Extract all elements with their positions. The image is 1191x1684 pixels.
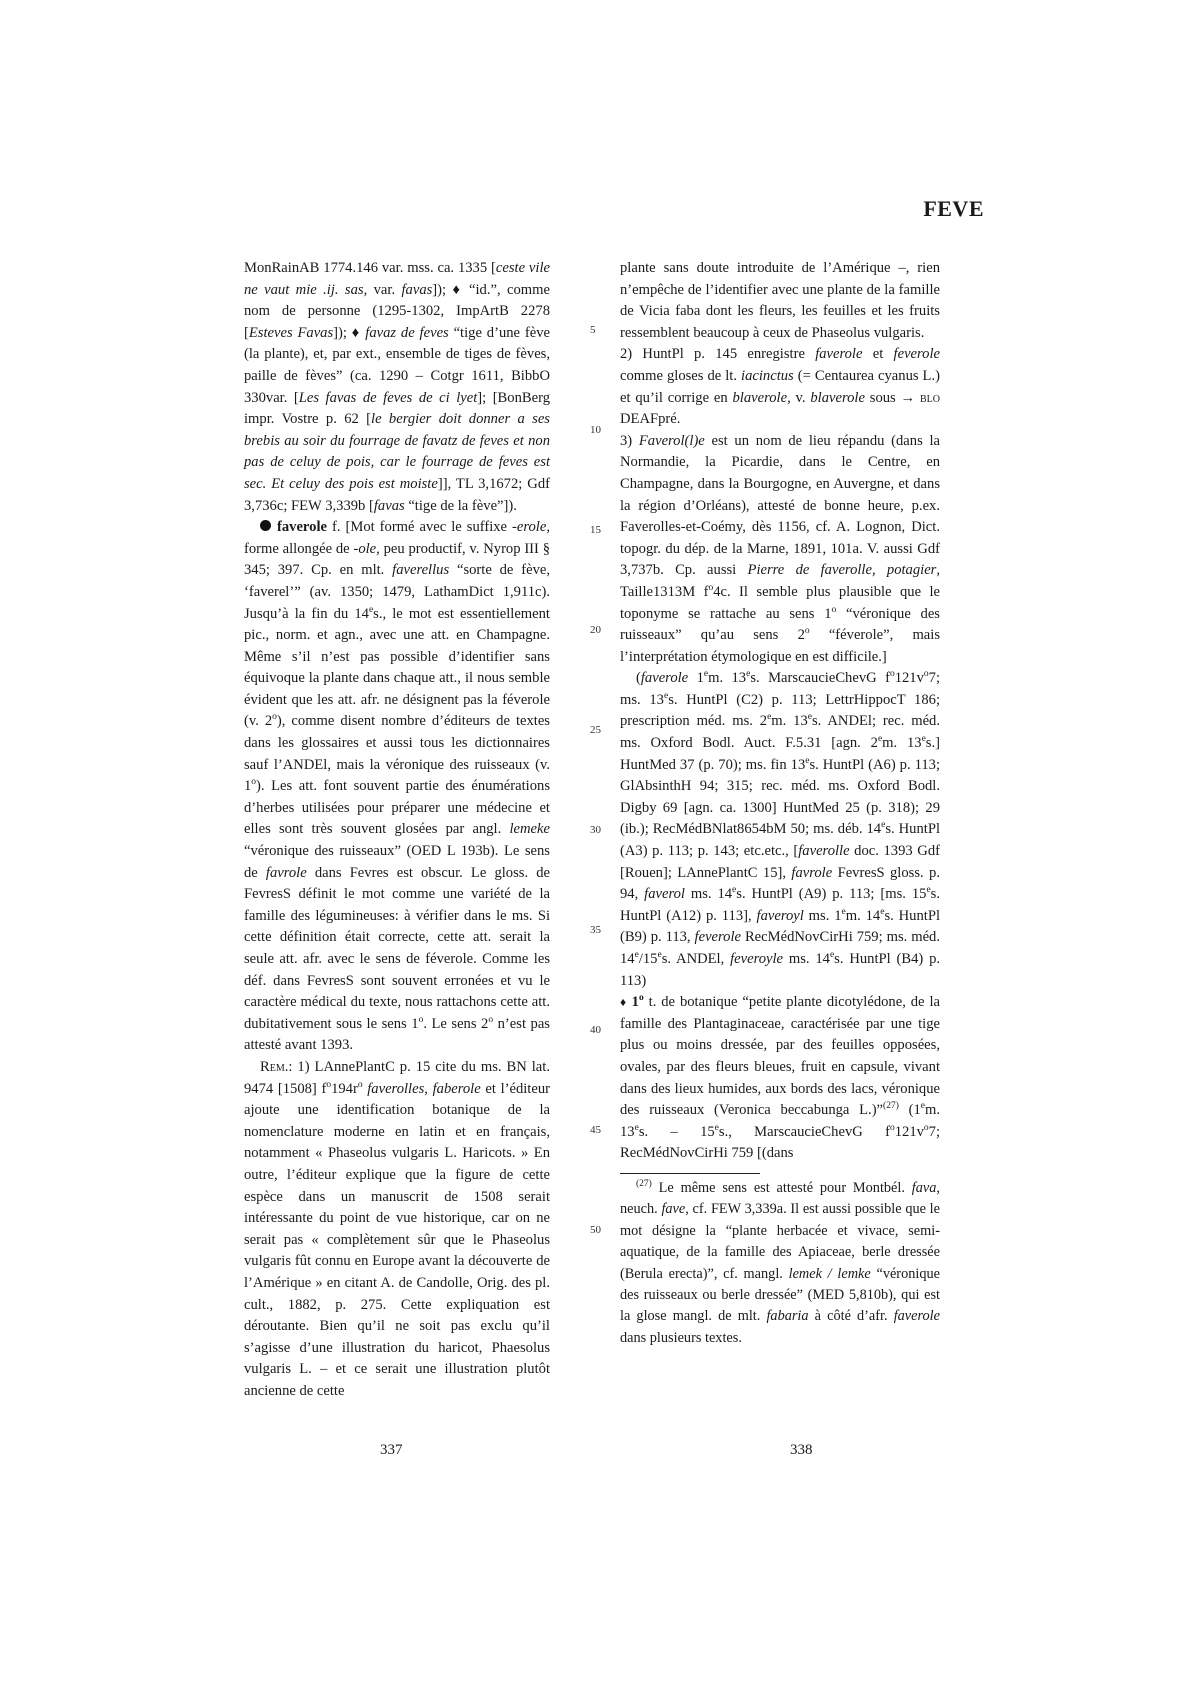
remark-paragraph: Rem.: 1) LAnnePlantC p. 15 cite du ms. BN lat. 9474 [1508] $f^o194r^o$ faverolles, faberole et l’éditeur ajoute une identification botanique de la nomenclature moderne en latin et en français, notamment « Phaseolus vulgaris L. Haricots. » En outre, l’éditeur explique que la figure de cette espèce dans un manuscrit de 1508 serait intéressante du point de vue historique, car on ne serait pas « complètement sûr que le Phaseolus vulgaris fût connu en Europe avant la découverte de l’Amérique » en citant A. de Candolle, Orig. des pl. cult., 1882, p. 275. Cette expliquation est déroutante. Bien qu’il ne soit pas exclu qu’il s’agisse d’une illustration du haricot, Phaesolus vulgaris L. – et ce serait une illustration plutôt ancienne de cette <box>244 1058 550 1399</box>
headword: faverole <box>277 519 327 536</box>
line-number: 50 <box>590 1224 601 1236</box>
page-number-left: 337 <box>380 1442 403 1458</box>
page-number-right: 338 <box>790 1442 813 1458</box>
left-column <box>244 258 550 1402</box>
line-number: 5 <box>590 324 596 336</box>
line-number: 30 <box>590 824 601 836</box>
line-number: 45 <box>590 1124 601 1136</box>
paragraph-continuation: plante sans doute introduite de l’Amérique –, rien n’empêche de l’identifier avec une plante de la famille de Vicia faba dont les fleurs, les feuilles et les fruits ressemblent beaucoup à ceux de Phaseolus vulgaris. <box>620 260 940 341</box>
entry-faverole: faverole f. [Mot formé avec le suffixe -erole, forme allongée de -ole, peu productif, v. Nyrop III § 345; 397. Cp. en mlt. faverellus “sorte de fève, ‘faverel’” (av. 1350; 1479, LathamDict 1,911c). Jusqu’à la fin du 14es., le mot est essentiellement pic., norm. et agn., avec une att. en Champagne. Même s’il n’est pas possible d’identifier sans équivoque la plante dans chaque att., il nous semble évident que les att. afr. ne désignent pas la féverole (v. 2$^o$), comme disent nombre d’éditeurs de textes dans les glossaires et aussi tous les dictionnaires sauf l’ANDEl, mais la véronique des ruisseaux (v. 1$^o$). Les att. font souvent partie des énumérations d’herbes utilisées pour préparer une médecine et elles sont très souvent glosées par angl. lemeke “véronique des ruisseaux” (OED L 193b). Le sens de favrole dans Fevres est obscur. Le gloss. de FevresS définit le mot comme une variété de la famille des légumineuses: à vérifier dans le ms. Si cette définition était correcte, cette att. serait la seule att. afr. avec le sens de féverole. Comme les déf. dans FevresS sont souvent erronées et vu le caractère médical du texte, nous rattachons cette att. dubitativement sous le sens 1$^o$. Le sens 2$^o$ n’est pas attesté avant 1393. <box>244 519 551 1054</box>
diamond-icon: ♦ <box>620 995 632 1010</box>
line-number: 15 <box>590 524 601 536</box>
page-header-title: FEVE <box>923 196 984 221</box>
sense-1-paragraph: ♦ 1$^o$ t. de botanique “petite plante dicotylédone, de la famille des Plantaginaceae, caractérisée par une tige plus ou moins dressée, par des feuilles opposées, ovales, par des fleurs bleues, fruit en capsule, vivant dans des lieux humides, aux bords des lacs, véronique des ruisseaux (Veronica beccabunga L.)”$^{(27)}$ (1em. 13es. – 15es., MarscaucieChevG $f^o121v^o7$; RecMédNovCirHi 759 [(dans <box>620 993 941 1162</box>
right-column <box>620 258 940 1349</box>
footnote-27: $^{(27)}$ Le même sens est attesté pour Montbél. fava, neuch. fave, cf. FEW 3,339a. Il est aussi possible que le mot désigne la “plante herbacée et vivace, semi-aquatique, de la famille des Apiaceae, berle dressée (Berula erecta)”, cf. mangl. lemek / lemke “véronique des ruisseaux ou berle dressée” (MED 5,810b), qui est la glose mangl. de mlt. fabaria à côté d’afr. faverole dans plusieurs textes. <box>620 1179 940 1346</box>
line-number: 35 <box>590 924 601 936</box>
line-number: 40 <box>590 1024 601 1036</box>
bullet-icon <box>260 520 271 531</box>
paragraph-favas: MonRainAB 1774.146 var. mss. ca. 1335 [ceste vile ne vaut mie .ij. sas, var. favas]); ♦ “id.”, comme nom de personne (1295-1302, ImpArtB 2278 [Esteves Favas]); ♦ favaz de feves “tige d’une fève (la plante), et, par ext., ensemble de tiges de fèves, paille de fèves” (ca. 1290 – Cotgr 1611, BibbO 330var. [Les favas de feves de ci lyet]; [BonBerg impr. Vostre p. 62 [le bergier doit donner a ses brebis au soir du fourrage de favatz de feves et non pas de celuy de pois, car le fourrage de feves est sec. Et celuy des pois est moiste]], TL 3,1672; Gdf 3,736c; FEW 3,339b [favas “tige de la fève”]). <box>244 260 550 514</box>
footnote-divider <box>620 1173 760 1174</box>
remark-2: 2) HuntPl p. 145 enregistre faverole et feverole comme gloses de lt. iacinctus (= Centaurea cyanus L.) et qu’il corrige en blaverole, v. blaverole sous → blo DEAFpré. <box>620 346 940 428</box>
line-number: 10 <box>590 424 601 436</box>
attestations-paragraph: (faverole 1em. 13es. MarscaucieChevG $f^o121v^o7$; ms. 13es. HuntPl (C2) p. 113; LettrHippocT 186; prescription méd. ms. 2em. 13es. ANDEl; rec. méd. ms. Oxford Bodl. Auct. F.5.31 [agn. 2em. 13es.] HuntMed 37 (p. 70); ms. fin 13es. HuntPl (A6) p. 113; GlAbsinthH 94; 315; rec. méd. ms. Oxford Bodl. Digby 69 [agn. ca. 1300] HuntMed 25 (p. 318); 29 (ib.); RecMédBNlat8654bM 50; ms. déb. 14es. HuntPl (A3) p. 113; p. 143; etc.etc., [faverolle doc. 1393 Gdf [Rouen]; LAnnePlantC 15], favrole FevresS gloss. p. 94, faverol ms. 14es. HuntPl (A9) p. 113; [ms. 15es. HuntPl (A12) p. 113], faveroyl ms. 1em. 14es. HuntPl (B9) p. 113, feverole RecMédNovCirHi 759; ms. méd. 14e/15es. ANDEl, feveroyle ms. 14es. HuntPl (B4) p. 113) <box>620 669 941 989</box>
remark-3: 3) Faverol(l)e est un nom de lieu répandu (dans la Normandie, la Picardie, dans le Centre, en Champagne, dans la Bourgogne, en Auvergne, et dans la région d’Orléans), attesté de bonne heure, p.ex. Faverolles-et-Coémy, dès 1156, cf. A. Lognon, Dict. topogr. du dép. de la Marne, 1891, 101a. V. aussi Gdf 3,737b. Cp. aussi Pierre de faverolle, potagier, Taille1313M $f^o4c$. Il semble plus plausible que le toponyme se rattache au sens 1$^o$ “véronique des ruisseaux” qu’au sens 2$^o$ “féverole”, mais l’interprétation étymologique en est difficile.] <box>620 432 941 665</box>
footnote-ref: (27) <box>883 1101 899 1112</box>
line-number: 25 <box>590 724 601 736</box>
line-number: 20 <box>590 624 601 636</box>
